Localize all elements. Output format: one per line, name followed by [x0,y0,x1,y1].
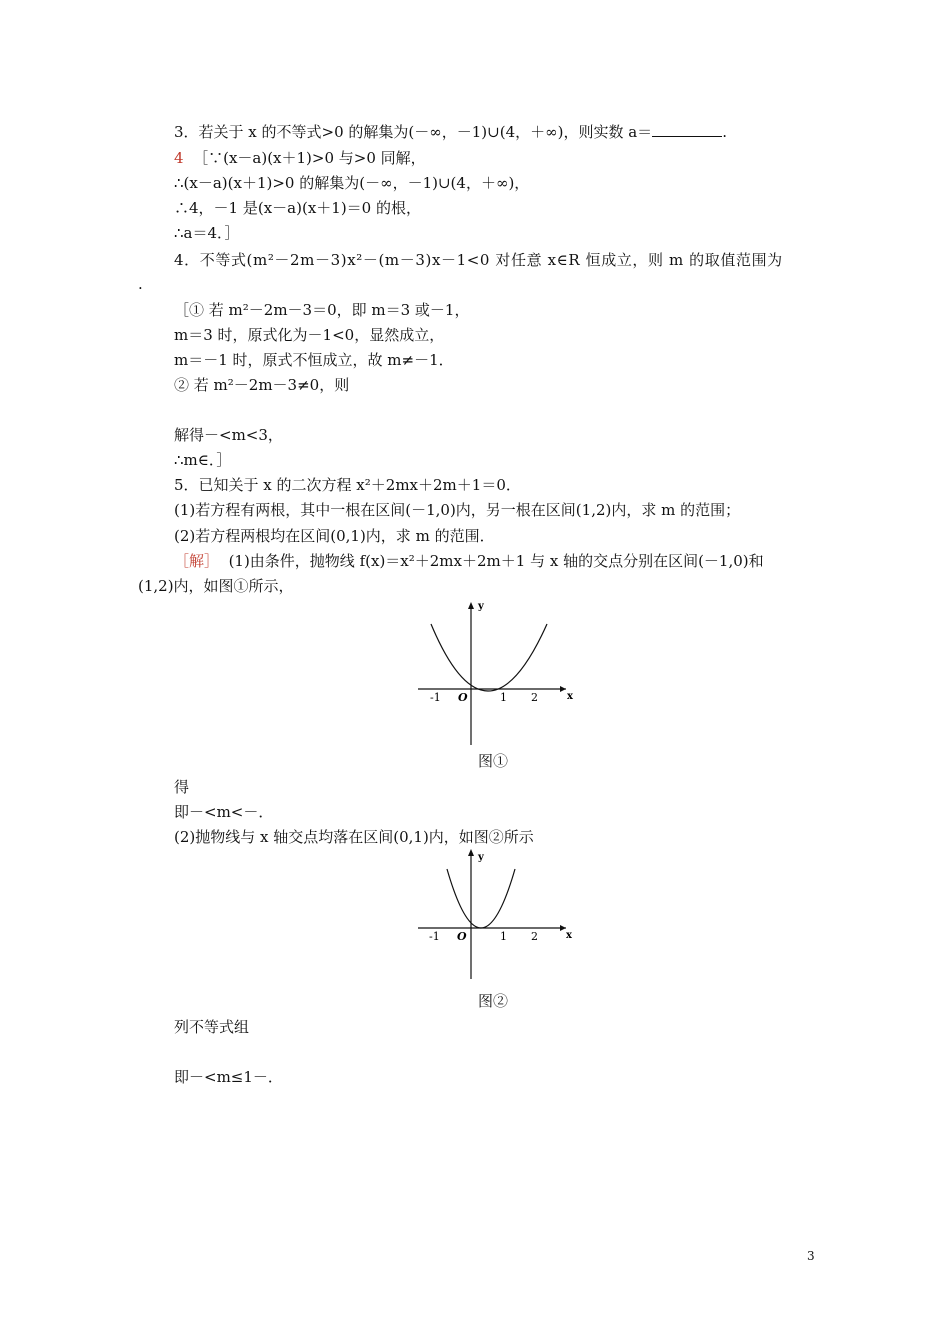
answer-blank [652,122,722,137]
page-number: 3 [807,1249,815,1263]
y-axis-label: y [478,852,484,863]
tick-label-2: 2 [531,930,538,943]
y-axis-arrow [468,849,474,856]
solution-line-3: 得 [174,778,190,796]
tick-label-neg1: -1 [430,691,441,704]
answer-4-line-2: m＝3 时，原式化为－1<0，显然成立， [174,326,445,344]
answer-4-line-5: 解得－<m<3， [174,426,283,444]
y-axis-arrow [468,602,474,609]
figure-2 [416,847,576,982]
figure-1 [416,600,576,745]
answer-4-line-6: ∴m∈．］ [174,451,232,469]
question-5-part-1: (1)若方程有两根，其中一根在区间(－1,0)内，另一根在区间(1,2)内，求 m 的范围； [174,501,741,519]
answer-4-line-3: m＝－1 时，原式不恒成立，故 m≠－1． [174,351,454,369]
answer-3-line-3: ∴4，－1 是(x－a)(x＋1)＝0 的根， [174,199,421,217]
question-3: 3．若关于 x 的不等式>0 的解集为(－∞，－1)∪(4，＋∞)，则实数 a＝ . [174,123,727,141]
solution-line-7: 即－<m≤1－． [174,1068,283,1086]
question-5: 5．已知关于 x 的二次方程 x²＋2mx＋2m＋1＝0． [174,476,521,494]
solution-line-4: 即－<m<－． [174,803,274,821]
y-axis-label: y [478,601,484,612]
figure-1-caption: 图① [478,752,509,770]
solution-line-5: (2)抛物线与 x 轴交点均落在区间(0,1)内，如图②所示 [174,828,534,846]
tick-label-2: 2 [531,691,538,704]
tick-label-1: 1 [500,930,507,943]
answer-3-line-2: ∴(x－a)(x＋1)>0 的解集为(－∞，－1)∪(4，＋∞)， [174,174,530,192]
figure-2-caption: 图② [478,992,509,1010]
answer-4-line-4: ② 若 m²－2m－3≠0，则 [174,376,350,394]
solution-line-6: 列不等式组 [174,1018,250,1036]
origin-label: O [457,930,467,943]
solution-line-1: ［解］ (1)由条件，抛物线 f(x)＝x²＋2mx＋2m＋1 与 x 轴的交点分别在区间(－1,0)和 [174,552,764,570]
question-4: 4．不等式(m²－2m－3)x²－(m－3)x－1<0 对任意 x∈R 恒成立，则 m 的取值范围为 [174,251,783,269]
origin-label: O [458,691,468,704]
tick-label-1: 1 [500,691,507,704]
answer-3-number: 4 [174,149,184,167]
question-4-cont: . [138,275,143,293]
answer-3-line-4: ∴a＝4．］ [174,224,240,242]
x-axis-label: x [567,691,573,702]
answer-4-line-1: ［① 若 m²－2m－3＝0，即 m＝3 或－1， [174,301,470,319]
question-5-part-2: (2)若方程两根均在区间(0,1)内，求 m 的范围． [174,527,495,545]
x-axis-arrow [560,686,566,692]
answer-3-line-1: 4 ［∵(x－a)(x＋1)>0 与>0 同解， [174,149,426,167]
x-axis-label: x [566,930,572,941]
parabola [447,869,515,928]
solution-tag: ［解］ [174,552,220,570]
tick-label-neg1: -1 [429,930,440,943]
parabola [431,624,547,691]
solution-line-2: (1,2)内，如图①所示， [138,577,294,595]
